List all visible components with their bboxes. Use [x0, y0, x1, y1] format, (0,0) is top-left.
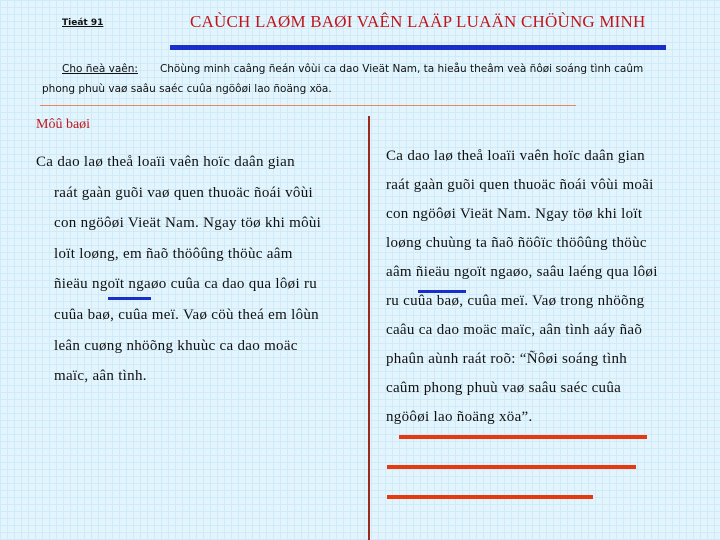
left-column-heading: Môû baøi [36, 117, 91, 132]
left-line: con ngöôøi Vieät Nam. Ngay töø khi môùi [54, 215, 322, 232]
answer-blank-line [399, 435, 647, 439]
right-column-text [386, 142, 658, 432]
left-highlight-mark [108, 297, 151, 300]
lesson-number: Tieát 91 [62, 18, 104, 28]
topic-divider [40, 105, 576, 106]
left-line: raát gaàn guõi vaø quen thuoäc ñoái vôùi [54, 184, 314, 201]
column-divider [368, 116, 370, 540]
title-underline [170, 45, 666, 50]
right-highlight-mark [418, 290, 466, 293]
slide-title: CAÙCH LAØM BAØI VAÊN LAÄP LUAÄN CHÖÙNG MINH [190, 12, 646, 31]
right-line: phaûn aùnh raát roõ: “Ñôøi soáng tình [386, 351, 628, 367]
left-line: ñieäu ngoït ngaøo cuûa ca dao qua lôøi ru [54, 276, 318, 293]
right-line: con ngöôøi Vieät Nam. Ngay töø khi loït [386, 206, 643, 222]
left-column-text [36, 147, 321, 392]
right-line: aâm ñieäu ngoït ngaøo, saâu laéng qua lôøi [386, 264, 658, 280]
answer-blank-line [387, 465, 636, 469]
right-line: ngöôøi lao ñoäng xöa”. [386, 409, 533, 425]
left-line: maïc, aân tình. [54, 368, 147, 385]
topic-label: Cho ñeà vaên: [62, 63, 138, 75]
right-line: ru cuûa baø, cuûa meï. Vaø trong nhöõng [386, 293, 645, 309]
right-line: caâu ca dao moäc maïc, aân tình aáy ñaõ [386, 322, 643, 338]
right-line: loøng chuùng ta ñaõ ñöôïc thöôûng thöùc [386, 235, 647, 251]
topic-prompt [42, 59, 718, 99]
topic-text-line-2: phong phuù vaø saâu saéc cuûa ngöôøi lao ñoäng xöa. [42, 83, 332, 95]
left-line: loït loøng, em ñaõ thöôûng thöùc aâm [54, 245, 293, 262]
right-line: raát gaàn guõi quen thuoäc ñoái vôùi moãi [386, 177, 654, 193]
right-line: Ca dao laø theå loaïi vaên hoïc daân gian [386, 148, 645, 164]
answer-blank-line [387, 495, 593, 499]
left-line: Ca dao laø theå loaïi vaên hoïc daân gian [36, 154, 295, 170]
left-line: leân cuøng nhöõng khuùc ca dao moäc [54, 337, 298, 354]
topic-text-line-1: Chöùng minh caâng ñeán vôùi ca dao Vieät Nam, ta hieåu theâm veà ñôøi soáng tình caûm [159, 63, 644, 75]
right-line: caûm phong phuù vaø saâu saéc cuûa [386, 380, 622, 396]
left-line: cuûa baø, cuûa meï. Vaø cöù theá em lôùn [54, 306, 319, 323]
